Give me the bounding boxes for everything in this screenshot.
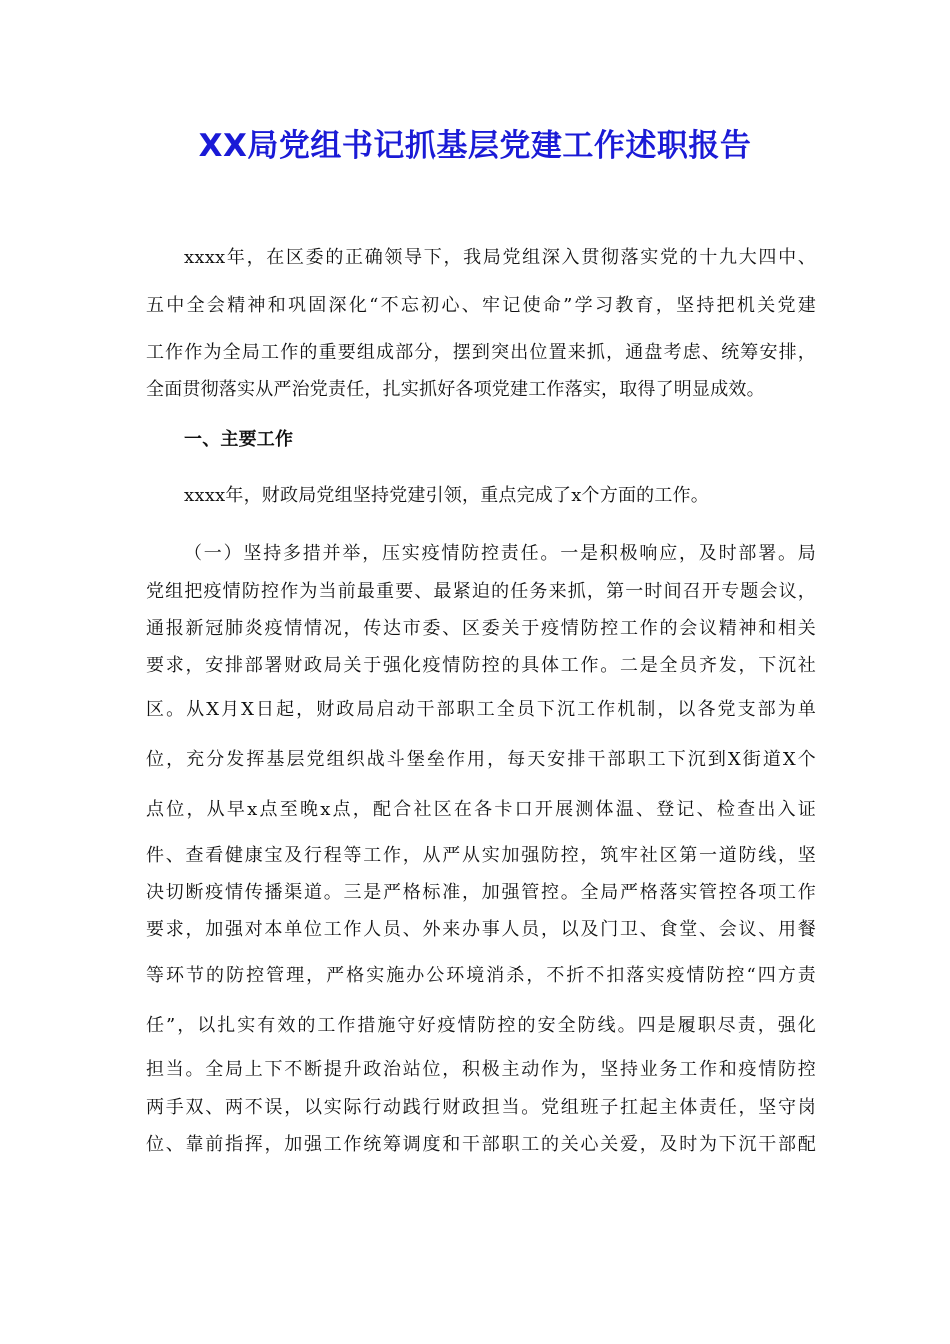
paragraph-line: 两手双、两不误，以实际行动践行财政担当。党组班子扛起主体责任，坚守岗 — [146, 1097, 816, 1118]
paragraph-line: 位，充分发挥基层党组织战斗堡垒作用，每天安排干部职工下沉到X街道X个 — [146, 749, 816, 770]
paragraph-line: 点位，从早x点至晚x点，配合社区在各卡口开展测体温、登记、检查出入证 — [146, 799, 816, 820]
section-heading: 一、主要工作 — [184, 429, 294, 450]
paragraph-line: 工作作为全局工作的重要组成部分，摆到突出位置来抓，通盘考虑、统筹安排， — [146, 342, 816, 363]
paragraph-line: 等环节的防控管理，严格实施办公环境消杀，不折不扣落实疫情防控“四方责 — [146, 965, 816, 986]
paragraph-line: 五中全会精神和巩固深化“不忘初心、牢记使命”学习教育，坚持把机关党建 — [146, 295, 816, 316]
paragraph-line: 区。从X月X日起，财政局启动干部职工全员下沉工作机制，以各党支部为单 — [146, 699, 816, 720]
paragraph-line: 决切断疫情传播渠道。三是严格标准，加强管控。全局严格落实管控各项工作 — [146, 882, 816, 903]
paragraph-line: 件、查看健康宝及行程等工作，从严从实加强防控，筑牢社区第一道防线，坚 — [146, 845, 816, 866]
paragraph-line: 党组把疫情防控作为当前最重要、最紧迫的任务来抓，第一时间召开专题会议， — [146, 581, 816, 602]
paragraph-line: 任”，以扎实有效的工作措施守好疫情防控的安全防线。四是履职尽责，强化 — [146, 1015, 816, 1036]
paragraph-line: 全面贯彻落实从严治党责任，扎实抓好各项党建工作落实，取得了明显成效。 — [146, 379, 765, 400]
paragraph-line: 位、靠前指挥，加强工作统筹调度和干部职工的关心关爱，及时为下沉干部配 — [146, 1134, 816, 1155]
paragraph-line: xxxx年，财政局党组坚持党建引领，重点完成了x个方面的工作。 — [184, 485, 709, 506]
paragraph-line: 通报新冠肺炎疫情情况，传达市委、区委关于疫情防控工作的会议精神和相关 — [146, 618, 816, 639]
paragraph-line: 要求，安排部署财政局关于强化疫情防控的具体工作。二是全员齐发，下沉社 — [146, 655, 816, 676]
paragraph-line: 担当。全局上下不断提升政治站位，积极主动作为，坚持业务工作和疫情防控 — [146, 1059, 816, 1080]
paragraph-line: 要求，加强对本单位工作人员、外来办事人员，以及门卫、食堂、会议、用餐 — [146, 919, 816, 940]
paragraph-line: xxxx年，在区委的正确领导下，我局党组深入贯彻落实党的十九大四中、 — [184, 247, 816, 268]
paragraph-line: （一）坚持多措并举，压实疫情防控责任。一是积极响应，及时部署。局 — [184, 543, 816, 564]
document-title: XX局党组书记抓基层党建工作述职报告 — [198, 128, 752, 164]
